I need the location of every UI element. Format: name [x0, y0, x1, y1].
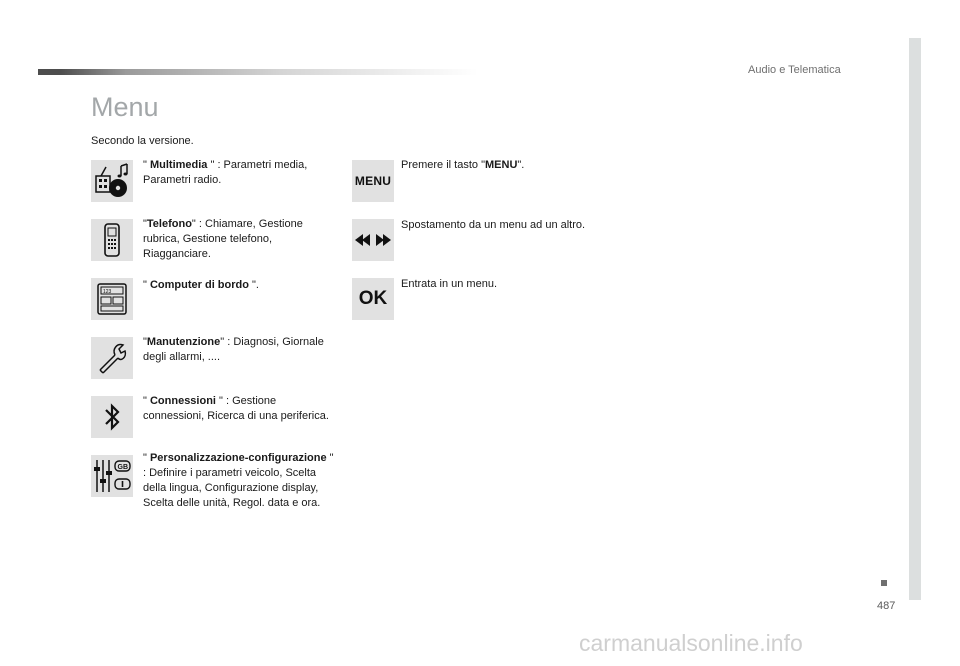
item-personalizzazione-text: " Personalizzazione-configurazione " : Definire i parametri veicolo, Scelta della lingua, Configurazione display, Scelta delle unità, Regol. data e ora.	[143, 452, 334, 509]
trip-computer-icon	[91, 278, 133, 320]
arrows-button	[352, 219, 394, 261]
multimedia-icon	[91, 160, 133, 202]
sidebar-strip	[909, 38, 921, 600]
settings-icon	[91, 455, 133, 497]
item-computer-text: " Computer di bordo ".	[143, 279, 259, 291]
menu-button	[352, 160, 394, 202]
watermark: carmanualsonline.info	[579, 630, 803, 656]
page-number: 487	[877, 600, 896, 612]
bluetooth-icon	[91, 396, 133, 438]
menu-button-text: Premere il tasto "MENU".	[401, 159, 525, 171]
ok-button-label: OK	[358, 288, 388, 309]
page-title: Menu	[91, 92, 159, 122]
svg-text:GB: GB	[117, 464, 128, 471]
ok-button-text: Entrata in un menu.	[401, 278, 498, 290]
wrench-icon	[91, 337, 133, 379]
item-manutenzione-text: "Manutenzione" : Diagnosi, Giornale degli allarmi, ....	[143, 336, 324, 363]
page-marker	[881, 580, 887, 586]
svg-text:123: 123	[103, 289, 112, 295]
telephone-icon	[91, 219, 133, 261]
left-right-arrows-icon	[352, 219, 394, 261]
intro-text: Secondo la versione.	[91, 135, 194, 147]
item-telefono-text: "Telefono" : Chiamare, Gestione rubrica, Gestione telefono, Riagganciare.	[143, 218, 303, 260]
ok-button	[352, 278, 394, 320]
item-connessioni-text: " Connessioni " : Gestione connessioni, Ricerca di una periferica.	[143, 395, 329, 422]
arrows-button-text: Spostamento da un menu ad un altro.	[401, 219, 586, 231]
section-title: Audio e Telematica	[748, 64, 841, 76]
item-multimedia-text: " Multimedia " : Parametri media, Parametri radio.	[143, 159, 308, 186]
menu-button-label: MENU	[354, 174, 392, 188]
header-bar	[38, 69, 478, 75]
